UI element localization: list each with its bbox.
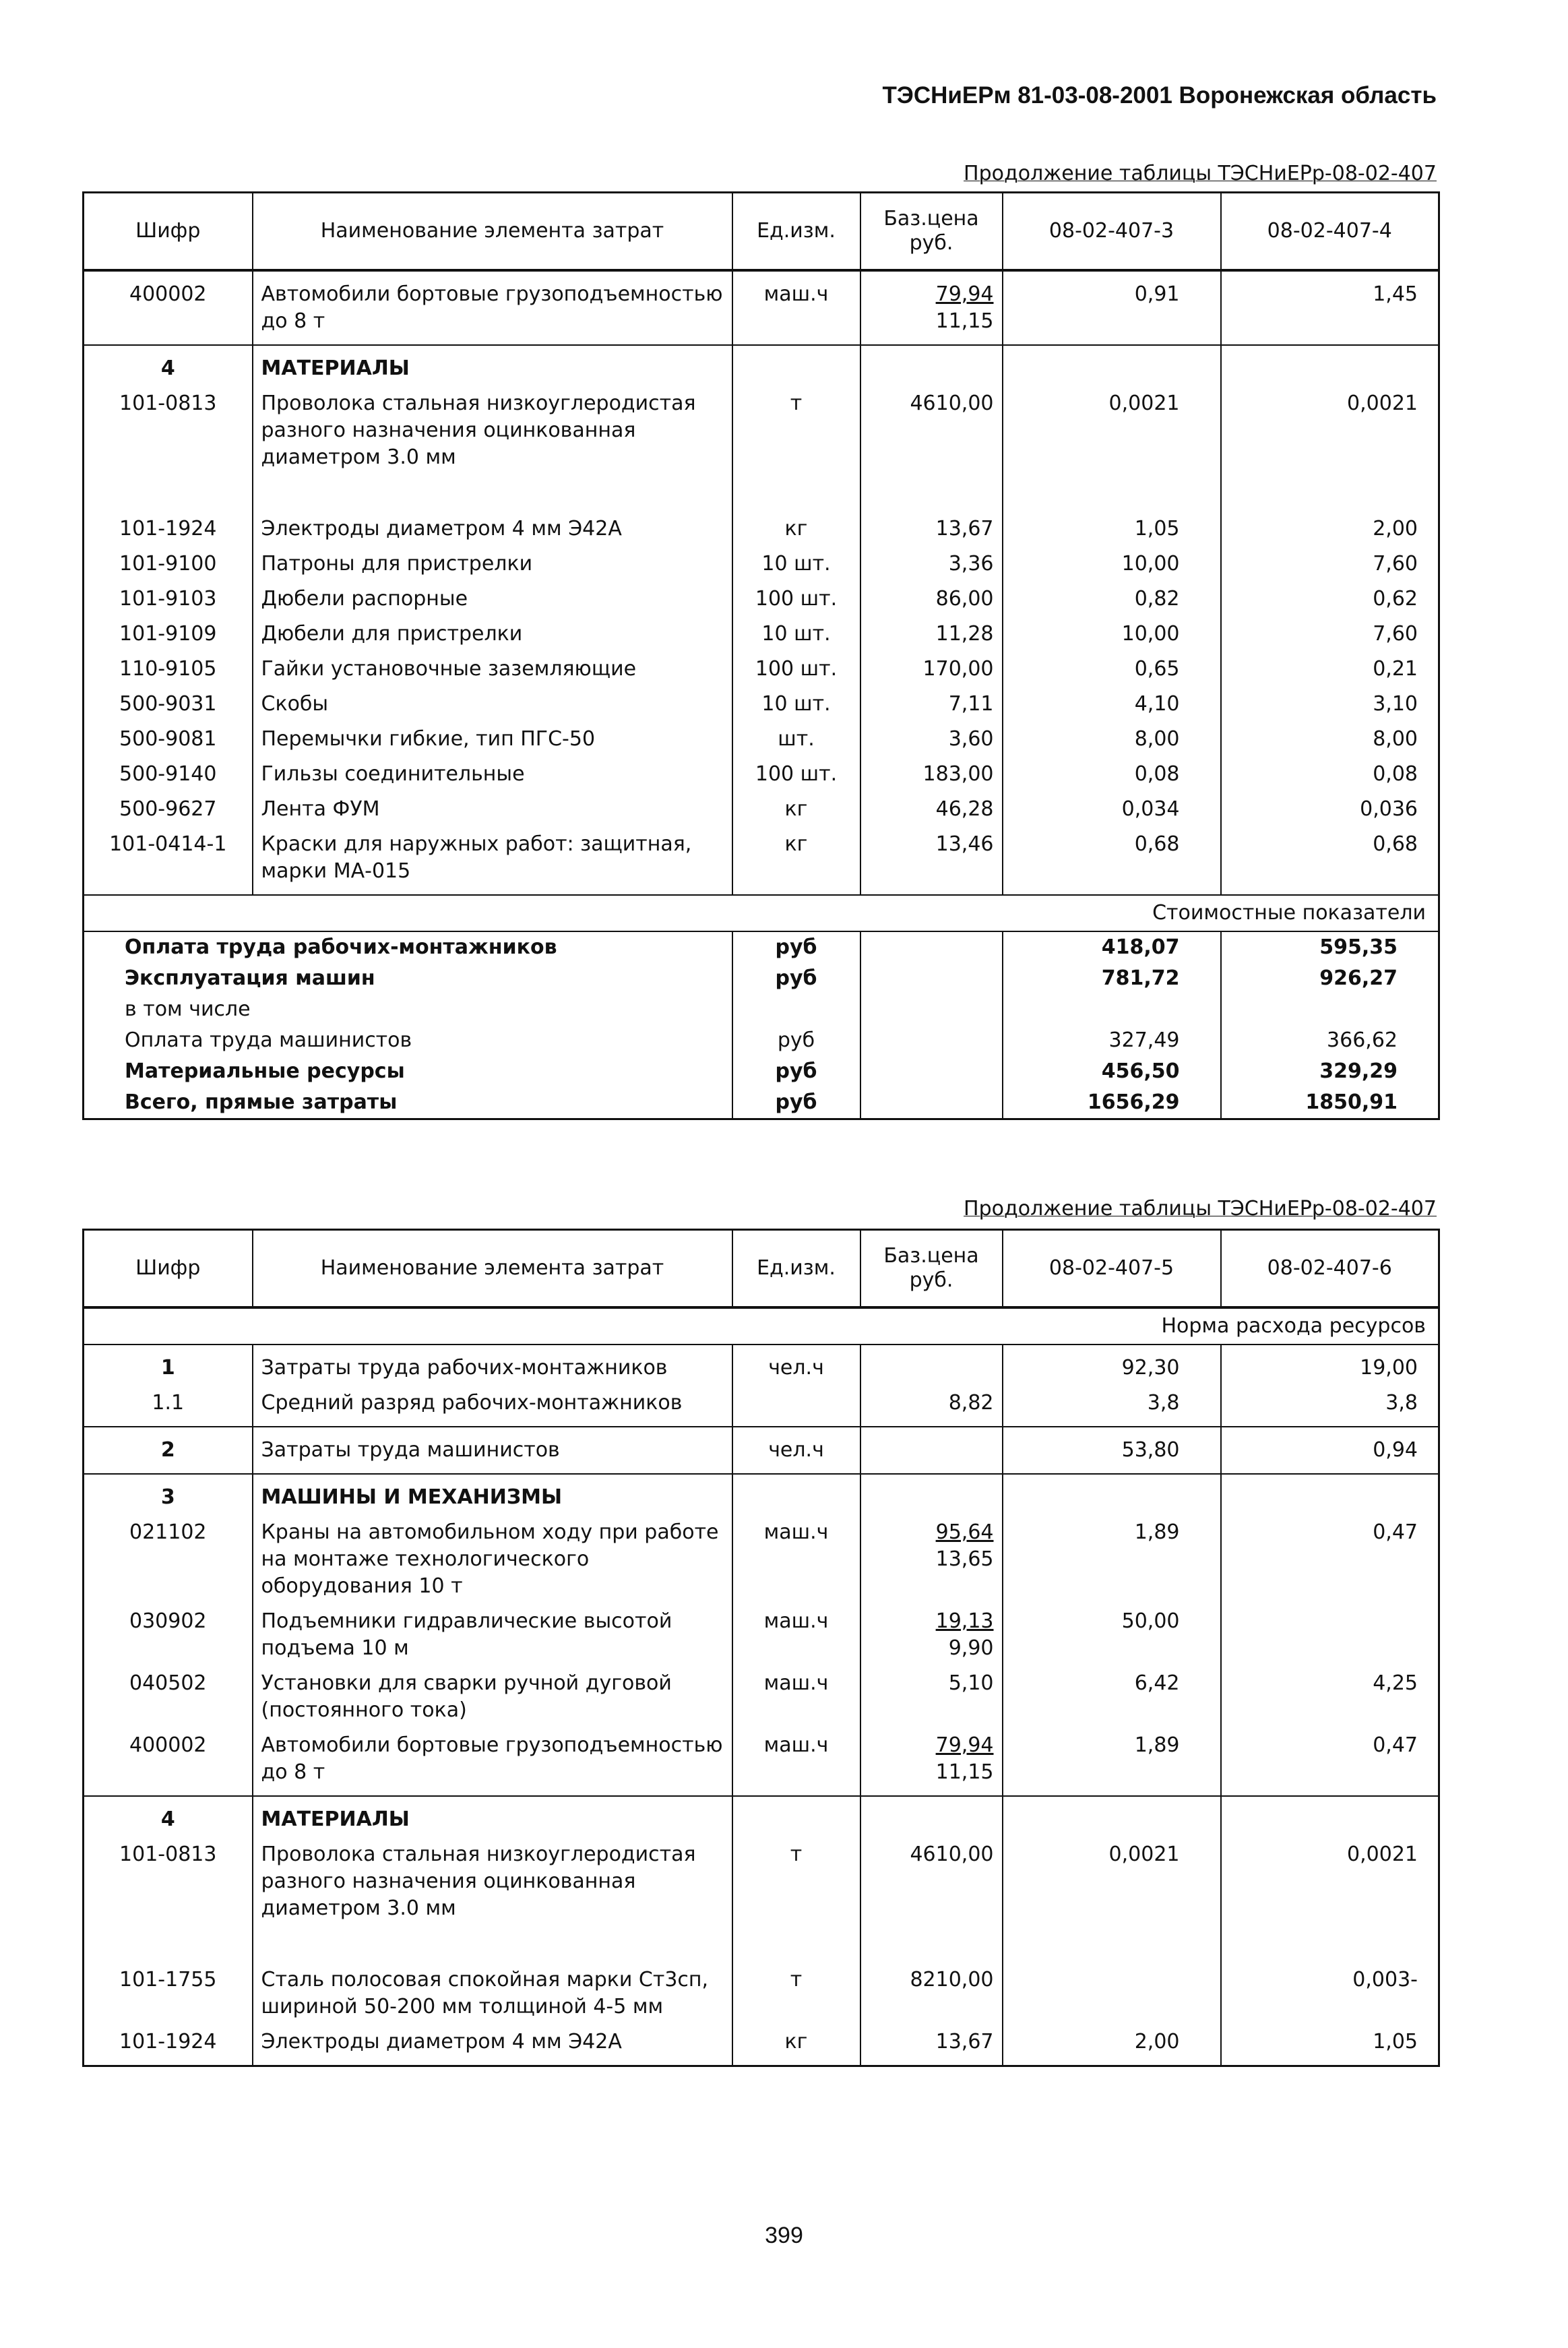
row-group — [84, 1345, 1439, 1427]
price-value: 4610,00 — [910, 1843, 994, 1866]
price-value: 13,67 — [935, 2030, 994, 2053]
row-value-b: 0,003- — [1221, 1963, 1439, 2025]
row-value-a — [1003, 345, 1221, 386]
row-value-a: 0,034 — [1003, 792, 1221, 827]
col-header-price: Баз.цена руб. — [860, 193, 1003, 271]
row-name: Дюбели распорные — [253, 582, 732, 617]
row-value-a — [1003, 1474, 1221, 1515]
row-price — [860, 1345, 1003, 1386]
row-name: МАТЕРИАЛЫ — [253, 1796, 732, 1837]
row-code: 1.1 — [84, 1386, 253, 1427]
row-value-a — [1003, 1796, 1221, 1837]
row-price — [860, 722, 1003, 757]
row-code: 040502 — [84, 1666, 253, 1728]
row-unit: 100 шт. — [732, 757, 860, 792]
row-value-b: 4,25 — [1221, 1666, 1439, 1728]
summary-row — [84, 931, 1439, 963]
summary-row — [84, 1025, 1439, 1056]
row-value-a: 10,00 — [1003, 547, 1221, 582]
row-value-a: 2,00 — [1003, 2025, 1221, 2066]
row-code: 500-9140 — [84, 757, 253, 792]
table-row — [84, 722, 1439, 757]
row-value-a: 0,08 — [1003, 757, 1221, 792]
row-unit: т — [732, 1837, 860, 1963]
summary-value-b: 926,27 — [1221, 963, 1439, 994]
row-unit: 100 шт. — [732, 652, 860, 687]
row-price — [860, 1515, 1003, 1604]
row-value-b: 1,45 — [1221, 270, 1439, 345]
row-value-b: 19,00 — [1221, 1345, 1439, 1386]
row-name: Проволока стальная низкоуглеродистая разного назначения оцинкованная диаметром 3.0 мм — [253, 1837, 732, 1963]
row-unit: маш.ч — [732, 1604, 860, 1666]
row-price — [860, 652, 1003, 687]
row-code: 2 — [84, 1427, 253, 1474]
row-code: 110-9105 — [84, 652, 253, 687]
row-value-a: 92,30 — [1003, 1345, 1221, 1386]
summary-row — [84, 963, 1439, 994]
row-name: Затраты труда рабочих-монтажников — [253, 1345, 732, 1386]
price-value: 8210,00 — [910, 1968, 994, 1991]
row-value-b — [1221, 1604, 1439, 1666]
row-unit: маш.ч — [732, 1666, 860, 1728]
section-label: Норма расхода ресурсов — [84, 1307, 1439, 1345]
price-value: 170,00 — [922, 657, 994, 681]
price-wage-value: 9,90 — [948, 1636, 994, 1660]
row-value-b: 0,62 — [1221, 582, 1439, 617]
row-name: Патроны для пристрелки — [253, 547, 732, 582]
summary-unit: руб — [732, 963, 860, 994]
row-name: Скобы — [253, 687, 732, 722]
resource-table-1 — [82, 191, 1440, 1120]
row-price — [860, 1474, 1003, 1515]
col-header-unit: Ед.изм. — [732, 1230, 860, 1308]
row-value-b: 7,60 — [1221, 617, 1439, 652]
col-header-b: 08-02-407-4 — [1221, 193, 1439, 271]
row-price — [860, 386, 1003, 512]
summary-unit: руб — [732, 931, 860, 963]
row-price — [860, 792, 1003, 827]
summary-name: Оплата труда машинистов — [84, 1025, 732, 1056]
row-code: 030902 — [84, 1604, 253, 1666]
table-row — [84, 792, 1439, 827]
row-name: Средний разряд рабочих-монтажников — [253, 1386, 732, 1427]
price-value: 8,82 — [948, 1391, 994, 1415]
resource-table-2 — [82, 1229, 1440, 2067]
row-price — [860, 1666, 1003, 1728]
col-header-a: 08-02-407-3 — [1003, 193, 1221, 271]
row-value-a: 53,80 — [1003, 1427, 1221, 1474]
row-value-b: 0,94 — [1221, 1427, 1439, 1474]
row-unit: 10 шт. — [732, 617, 860, 652]
row-code: 500-9031 — [84, 687, 253, 722]
price-value: 95,64 — [935, 1520, 994, 1544]
row-value-b — [1221, 1796, 1439, 1837]
row-group — [84, 270, 1439, 345]
row-price — [860, 270, 1003, 345]
row-code: 4 — [84, 1796, 253, 1837]
row-value-a: 3,8 — [1003, 1386, 1221, 1427]
row-name: Дюбели для пристрелки — [253, 617, 732, 652]
col-header-code: Шифр — [84, 1230, 253, 1308]
row-price — [860, 1604, 1003, 1666]
row-value-b: 3,10 — [1221, 687, 1439, 722]
price-value: 19,13 — [935, 1609, 994, 1633]
table-row — [84, 827, 1439, 895]
row-value-b: 3,8 — [1221, 1386, 1439, 1427]
row-value-b: 0,47 — [1221, 1728, 1439, 1796]
cost-summary — [84, 895, 1439, 1119]
row-price — [860, 1386, 1003, 1427]
summary-price — [860, 994, 1003, 1025]
table-row — [84, 345, 1439, 386]
row-value-a: 1,89 — [1003, 1515, 1221, 1604]
row-value-a: 0,65 — [1003, 652, 1221, 687]
col-header-price: Баз.цена руб. — [860, 1230, 1003, 1308]
price-value: 3,60 — [948, 727, 994, 751]
row-unit: кг — [732, 2025, 860, 2066]
row-code: 101-0414-1 — [84, 827, 253, 895]
row-price — [860, 1728, 1003, 1796]
row-value-b: 7,60 — [1221, 547, 1439, 582]
row-name: Затраты труда машинистов — [253, 1427, 732, 1474]
row-name: Автомобили бортовые грузоподъемностью до 8 т — [253, 1728, 732, 1796]
price-wage-value: 11,15 — [935, 309, 994, 333]
row-price — [860, 757, 1003, 792]
summary-name: Эксплуатация машин — [84, 963, 732, 994]
section-label-row — [84, 895, 1439, 931]
row-price — [860, 827, 1003, 895]
price-value: 86,00 — [935, 587, 994, 611]
row-price — [860, 582, 1003, 617]
price-value: 11,28 — [935, 622, 994, 646]
table-row — [84, 1728, 1439, 1796]
row-name: Установки для сварки ручной дуговой (постоянного тока) — [253, 1666, 732, 1728]
row-price — [860, 687, 1003, 722]
row-value-b: 0,036 — [1221, 792, 1439, 827]
row-name: Гайки установочные заземляющие — [253, 652, 732, 687]
row-value-b — [1221, 1474, 1439, 1515]
price-wage-value: 13,65 — [935, 1547, 994, 1571]
table-row — [84, 687, 1439, 722]
row-unit: 10 шт. — [732, 547, 860, 582]
row-price — [860, 547, 1003, 582]
row-value-b: 1,05 — [1221, 2025, 1439, 2066]
document-header: ТЭСНиЕРм 81-03-08-2001 Воронежская область — [882, 82, 1437, 109]
row-value-b: 0,0021 — [1221, 386, 1439, 512]
table-row — [84, 1837, 1439, 1963]
row-name: Перемычки гибкие, тип ПГС-50 — [253, 722, 732, 757]
price-value: 5,10 — [948, 1671, 994, 1695]
row-code: 4 — [84, 345, 253, 386]
row-value-a: 1,89 — [1003, 1728, 1221, 1796]
summary-value-b: 366,62 — [1221, 1025, 1439, 1056]
col-header-name: Наименование элемента затрат — [253, 193, 732, 271]
row-code: 101-0813 — [84, 386, 253, 512]
summary-row — [84, 1087, 1439, 1119]
row-unit: кг — [732, 512, 860, 547]
row-code: 101-1924 — [84, 2025, 253, 2066]
row-unit: т — [732, 386, 860, 512]
price-value: 3,36 — [948, 552, 994, 576]
row-name: МАШИНЫ И МЕХАНИЗМЫ — [253, 1474, 732, 1515]
table-row — [84, 582, 1439, 617]
row-code: 101-9109 — [84, 617, 253, 652]
col-header-b: 08-02-407-6 — [1221, 1230, 1439, 1308]
row-value-b: 2,00 — [1221, 512, 1439, 547]
row-unit — [732, 1474, 860, 1515]
row-value-b: 0,21 — [1221, 652, 1439, 687]
row-value-a: 0,68 — [1003, 827, 1221, 895]
row-value-a: 1,05 — [1003, 512, 1221, 547]
row-unit: маш.ч — [732, 1728, 860, 1796]
price-value: 13,46 — [935, 832, 994, 856]
summary-value-a — [1003, 994, 1221, 1025]
summary-value-a: 781,72 — [1003, 963, 1221, 994]
row-value-b — [1221, 345, 1439, 386]
row-unit: кг — [732, 792, 860, 827]
summary-row — [84, 994, 1439, 1025]
row-unit: 10 шт. — [732, 687, 860, 722]
summary-unit — [732, 994, 860, 1025]
summary-row — [84, 1056, 1439, 1087]
table-row — [84, 652, 1439, 687]
row-value-a: 10,00 — [1003, 617, 1221, 652]
summary-value-b: 595,35 — [1221, 931, 1439, 963]
row-value-a: 4,10 — [1003, 687, 1221, 722]
summary-value-a: 1656,29 — [1003, 1087, 1221, 1119]
summary-unit: руб — [732, 1087, 860, 1119]
summary-name: Оплата труда рабочих-монтажников — [84, 931, 732, 963]
price-value: 7,11 — [948, 692, 994, 716]
row-unit — [732, 1796, 860, 1837]
table-row — [84, 2025, 1439, 2066]
section-label-row — [84, 1307, 1439, 1345]
row-group — [84, 345, 1439, 895]
table-row — [84, 1345, 1439, 1386]
row-value-b: 8,00 — [1221, 722, 1439, 757]
row-price — [860, 617, 1003, 652]
row-unit: шт. — [732, 722, 860, 757]
summary-name: Материальные ресурсы — [84, 1056, 732, 1087]
summary-unit: руб — [732, 1056, 860, 1087]
row-price — [860, 1427, 1003, 1474]
row-code: 400002 — [84, 270, 253, 345]
row-value-a: 8,00 — [1003, 722, 1221, 757]
row-unit: 100 шт. — [732, 582, 860, 617]
price-wage-value: 11,15 — [935, 1760, 994, 1784]
row-unit: чел.ч — [732, 1345, 860, 1386]
row-price — [860, 1796, 1003, 1837]
row-unit: маш.ч — [732, 270, 860, 345]
table-row — [84, 1666, 1439, 1728]
section-label: Стоимостные показатели — [84, 895, 1439, 931]
row-name: МАТЕРИАЛЫ — [253, 345, 732, 386]
row-unit — [732, 1386, 860, 1427]
row-name: Подъемники гидравлические высотой подъема 10 м — [253, 1604, 732, 1666]
row-name: Электроды диаметром 4 мм Э42А — [253, 2025, 732, 2066]
row-value-a: 6,42 — [1003, 1666, 1221, 1728]
row-value-a: 0,0021 — [1003, 1837, 1221, 1963]
row-price — [860, 1837, 1003, 1963]
row-code: 500-9627 — [84, 792, 253, 827]
row-value-a: 0,0021 — [1003, 386, 1221, 512]
row-price — [860, 512, 1003, 547]
row-group — [84, 1796, 1439, 2066]
table-row — [84, 1515, 1439, 1604]
price-value: 79,94 — [935, 282, 994, 306]
row-name: Краски для наружных работ: защитная, марки МА-015 — [253, 827, 732, 895]
col-header-name: Наименование элемента затрат — [253, 1230, 732, 1308]
row-value-b: 0,08 — [1221, 757, 1439, 792]
row-unit: маш.ч — [732, 1515, 860, 1604]
summary-value-a: 456,50 — [1003, 1056, 1221, 1087]
row-unit — [732, 345, 860, 386]
norm-section — [84, 1307, 1439, 1345]
summary-unit: руб — [732, 1025, 860, 1056]
table1-caption: Продолжение таблицы ТЭСНиЕРр-08-02-407 — [964, 162, 1437, 185]
row-value-b: 0,47 — [1221, 1515, 1439, 1604]
row-code: 101-9103 — [84, 582, 253, 617]
summary-value-b: 329,29 — [1221, 1056, 1439, 1087]
row-code: 101-9100 — [84, 547, 253, 582]
row-price — [860, 345, 1003, 386]
row-code: 500-9081 — [84, 722, 253, 757]
summary-name: Всего, прямые затраты — [84, 1087, 732, 1119]
table-row — [84, 617, 1439, 652]
price-value: 4610,00 — [910, 392, 994, 415]
summary-value-b — [1221, 994, 1439, 1025]
table-row — [84, 757, 1439, 792]
row-value-a: 50,00 — [1003, 1604, 1221, 1666]
table-row — [84, 1963, 1439, 2025]
table2-caption: Продолжение таблицы ТЭСНиЕРр-08-02-407 — [964, 1197, 1437, 1221]
row-value-a — [1003, 1963, 1221, 2025]
summary-name: в том числе — [84, 994, 732, 1025]
page-number: 399 — [765, 2223, 803, 2248]
row-name: Сталь полосовая спокойная марки Ст3сп, шириной 50-200 мм толщиной 4-5 мм — [253, 1963, 732, 2025]
row-name: Автомобили бортовые грузоподъемностью до 8 т — [253, 270, 732, 345]
row-unit: кг — [732, 827, 860, 895]
summary-price — [860, 1087, 1003, 1119]
table-row — [84, 386, 1439, 512]
row-name: Электроды диаметром 4 мм Э42А — [253, 512, 732, 547]
row-unit: т — [732, 1963, 860, 2025]
summary-value-a: 418,07 — [1003, 931, 1221, 963]
table-row — [84, 1474, 1439, 1515]
table-row — [84, 512, 1439, 547]
price-value: 183,00 — [922, 762, 994, 786]
row-value-b: 0,68 — [1221, 827, 1439, 895]
row-name: Краны на автомобильном ходу при работе на монтаже технологического оборудования 10 т — [253, 1515, 732, 1604]
row-price — [860, 2025, 1003, 2066]
table-row — [84, 1386, 1439, 1427]
row-value-b: 0,0021 — [1221, 1837, 1439, 1963]
row-value-a: 0,82 — [1003, 582, 1221, 617]
summary-price — [860, 963, 1003, 994]
row-name: Лента ФУМ — [253, 792, 732, 827]
row-group — [84, 1427, 1439, 1474]
row-code: 021102 — [84, 1515, 253, 1604]
table-row — [84, 547, 1439, 582]
row-code: 400002 — [84, 1728, 253, 1796]
row-code: 101-0813 — [84, 1837, 253, 1963]
price-value: 13,67 — [935, 517, 994, 540]
row-price — [860, 1963, 1003, 2025]
row-group — [84, 1474, 1439, 1796]
summary-price — [860, 1025, 1003, 1056]
table-row — [84, 1796, 1439, 1837]
row-code: 101-1924 — [84, 512, 253, 547]
summary-value-b: 1850,91 — [1221, 1087, 1439, 1119]
col-header-unit: Ед.изм. — [732, 193, 860, 271]
summary-price — [860, 1056, 1003, 1087]
row-value-a: 0,91 — [1003, 270, 1221, 345]
price-value: 46,28 — [935, 797, 994, 821]
row-code: 1 — [84, 1345, 253, 1386]
row-name: Гильзы соединительные — [253, 757, 732, 792]
row-code: 3 — [84, 1474, 253, 1515]
summary-price — [860, 931, 1003, 963]
row-name: Проволока стальная низкоуглеродистая разного назначения оцинкованная диаметром 3.0 мм — [253, 386, 732, 512]
table-row — [84, 1427, 1439, 1474]
table-row — [84, 1604, 1439, 1666]
table-row — [84, 270, 1439, 345]
row-code: 101-1755 — [84, 1963, 253, 2025]
col-header-code: Шифр — [84, 193, 253, 271]
col-header-a: 08-02-407-5 — [1003, 1230, 1221, 1308]
row-unit: чел.ч — [732, 1427, 860, 1474]
price-value: 79,94 — [935, 1733, 994, 1757]
summary-value-a: 327,49 — [1003, 1025, 1221, 1056]
